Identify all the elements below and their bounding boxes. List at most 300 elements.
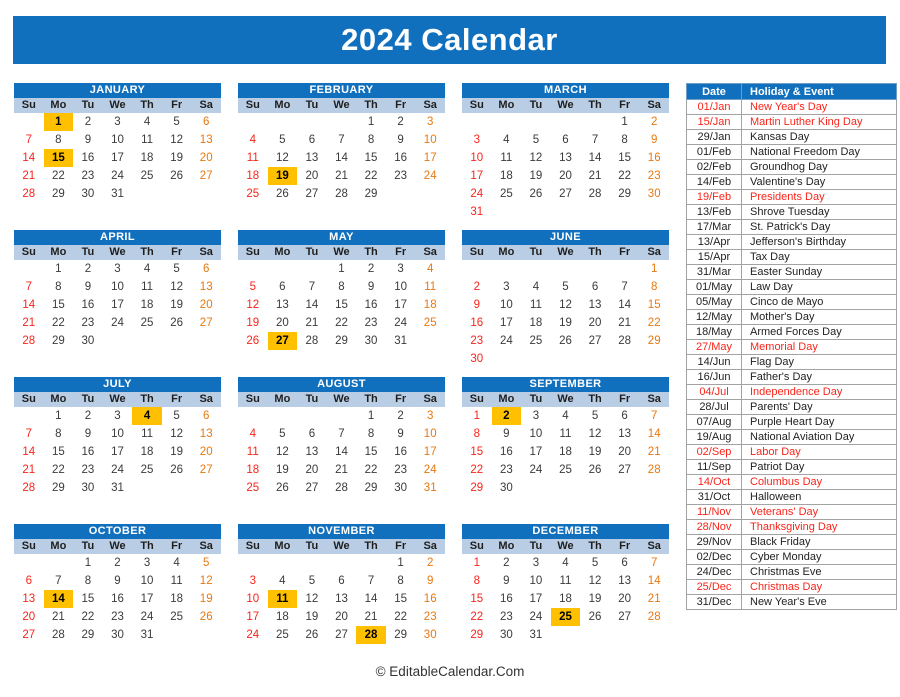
day-cell: 3 — [114, 116, 121, 128]
day-cell: 15 — [364, 152, 378, 164]
day-cell: 9 — [84, 428, 92, 440]
day-cell-empty — [580, 350, 610, 368]
day-cell: 15 — [81, 593, 95, 605]
day-cell: 27 — [559, 188, 572, 200]
holiday-row — [687, 265, 897, 280]
day-cell-empty — [238, 407, 268, 425]
day-cell: 19 — [170, 299, 184, 311]
holiday-table-header-date: Date — [687, 84, 742, 100]
day-cell-empty — [580, 260, 610, 278]
day-cell: 25 — [423, 317, 437, 329]
weekday-label: Th — [140, 393, 154, 405]
day-cell: 6 — [562, 134, 569, 146]
day-cell: 28 — [356, 626, 386, 644]
day-cell: 19 — [305, 611, 319, 623]
weekday-label: Th — [364, 99, 378, 111]
month-days — [462, 554, 669, 644]
day-cell: 30 — [81, 335, 95, 347]
day-cell: 27 — [335, 629, 348, 641]
day-cell: 27 — [618, 464, 632, 476]
day-cell-empty — [610, 479, 640, 497]
day-cell-empty — [327, 554, 357, 572]
day-cell: 11 — [141, 281, 154, 293]
day-cell: 10 — [111, 134, 124, 146]
day-cell: 11 — [246, 446, 259, 458]
weekday-label: Tu — [305, 540, 319, 552]
day-cell: 2 — [397, 410, 404, 422]
day-cell: 21 — [618, 317, 632, 329]
month-block-december — [462, 524, 669, 671]
holiday-date: 14/Feb — [687, 175, 742, 190]
holiday-date: 31/Oct — [687, 490, 742, 505]
day-cell: 23 — [423, 611, 437, 623]
holiday-date: 31/Mar — [687, 265, 742, 280]
month-header: FEBRUARY — [238, 83, 445, 98]
day-cell-empty — [132, 479, 162, 497]
month-header: APRIL — [14, 230, 221, 245]
day-cell: 11 — [559, 428, 572, 440]
month-days — [238, 554, 445, 644]
holiday-date: 18/May — [687, 325, 742, 340]
weekday-label: Sa — [647, 99, 661, 111]
day-cell: 6 — [621, 410, 628, 422]
day-cell: 2 — [84, 410, 92, 422]
weekday-header-row — [14, 392, 221, 407]
day-cell: 26 — [275, 188, 289, 200]
day-cell: 7 — [25, 134, 32, 146]
day-cell-empty — [297, 113, 327, 131]
day-cell: 28 — [51, 629, 65, 641]
day-cell-empty — [415, 185, 445, 203]
day-cell: 20 — [275, 317, 289, 329]
day-cell: 28 — [22, 335, 36, 347]
day-cell: 17 — [394, 299, 408, 311]
day-cell: 6 — [338, 575, 345, 587]
holiday-date: 04/Jul — [687, 385, 742, 400]
day-cell: 14 — [364, 593, 378, 605]
day-cell: 29 — [470, 482, 484, 494]
holiday-row — [687, 325, 897, 340]
day-cell: 6 — [25, 575, 32, 587]
day-cell: 3 — [114, 263, 121, 275]
day-cell: 15 — [470, 446, 484, 458]
weekday-header-row — [462, 539, 669, 554]
holiday-event: Halloween — [742, 490, 897, 505]
day-cell: 18 — [559, 446, 572, 458]
day-cell: 2 — [397, 116, 404, 128]
day-cell: 10 — [470, 152, 484, 164]
weekday-label: Sa — [647, 393, 661, 405]
day-cell: 5 — [591, 557, 599, 569]
day-cell: 13 — [559, 152, 572, 164]
holiday-date: 28/Jul — [687, 400, 742, 415]
day-cell: 26 — [588, 611, 602, 623]
weekday-label: Tu — [305, 246, 319, 258]
day-cell: 8 — [55, 428, 62, 440]
weekday-label: Th — [140, 246, 154, 258]
day-cell: 15 — [618, 152, 632, 164]
holiday-date: 29/Jan — [687, 130, 742, 145]
holiday-row — [687, 430, 897, 445]
holiday-date: 14/Jun — [687, 355, 742, 370]
day-cell: 11 — [141, 134, 154, 146]
day-cell: 23 — [394, 464, 408, 476]
weekday-header-row — [238, 392, 445, 407]
day-cell: 22 — [51, 170, 65, 182]
month-block-january — [14, 83, 221, 230]
month-header: AUGUST — [238, 377, 445, 392]
day-cell: 31 — [111, 482, 124, 494]
day-cell: 7 — [25, 428, 32, 440]
day-cell: 3 — [427, 116, 434, 128]
day-cell: 22 — [51, 464, 65, 476]
holiday-date: 05/May — [687, 295, 742, 310]
weekday-label: We — [333, 393, 350, 405]
day-cell-empty — [297, 407, 327, 425]
day-cell: 20 — [199, 152, 213, 164]
day-cell: 14 — [44, 590, 74, 608]
day-cell: 1 — [84, 557, 92, 569]
day-cell: 16 — [81, 446, 95, 458]
holiday-row — [687, 490, 897, 505]
day-cell: 14 — [22, 446, 36, 458]
day-cell: 7 — [591, 134, 599, 146]
holiday-date: 02/Sep — [687, 445, 742, 460]
day-cell: 29 — [647, 335, 661, 347]
day-cell-empty — [521, 350, 551, 368]
weekday-label: Sa — [199, 246, 213, 258]
day-cell: 10 — [140, 575, 154, 587]
day-cell: 28 — [618, 335, 632, 347]
day-cell: 10 — [529, 575, 543, 587]
day-cell: 8 — [367, 134, 375, 146]
day-cell: 20 — [335, 611, 348, 623]
day-cell: 12 — [588, 428, 602, 440]
month-block-june — [462, 230, 669, 377]
month-block-march — [462, 83, 669, 230]
day-cell: 14 — [647, 428, 661, 440]
day-cell: 23 — [81, 464, 95, 476]
day-cell: 11 — [246, 152, 259, 164]
holiday-row — [687, 565, 897, 580]
holiday-event: St. Patrick's Day — [742, 220, 897, 235]
day-cell: 7 — [621, 281, 628, 293]
day-cell: 15 — [470, 593, 484, 605]
day-cell: 24 — [499, 335, 513, 347]
holiday-event: Kansas Day — [742, 130, 897, 145]
holiday-date: 13/Feb — [687, 205, 742, 220]
holiday-row — [687, 535, 897, 550]
day-cell: 9 — [651, 134, 658, 146]
day-cell: 29 — [335, 335, 348, 347]
day-cell: 4 — [279, 575, 286, 587]
day-cell: 18 — [275, 611, 289, 623]
months-grid — [14, 83, 669, 671]
weekday-label: Tu — [529, 246, 543, 258]
day-cell: 25 — [140, 317, 154, 329]
weekday-label: Mo — [50, 393, 67, 405]
holiday-event: Cyber Monday — [742, 550, 897, 565]
day-cell: 29 — [51, 335, 65, 347]
day-cell: 26 — [559, 335, 572, 347]
day-cell-empty — [639, 626, 669, 644]
weekday-label: We — [557, 540, 574, 552]
day-cell: 24 — [111, 170, 124, 182]
weekday-label: Su — [245, 99, 260, 111]
day-cell: 22 — [81, 611, 95, 623]
day-cell: 17 — [529, 593, 543, 605]
holiday-date: 31/Dec — [687, 595, 742, 610]
day-cell: 6 — [203, 116, 210, 128]
day-cell: 31 — [394, 335, 408, 347]
day-cell: 16 — [111, 593, 124, 605]
holiday-event: New Year's Day — [742, 100, 897, 115]
holiday-event: Columbus Day — [742, 475, 897, 490]
day-cell: 25 — [246, 188, 260, 200]
day-cell: 21 — [22, 317, 36, 329]
day-cell: 10 — [423, 134, 437, 146]
day-cell: 21 — [647, 593, 661, 605]
day-cell-empty — [162, 332, 192, 350]
day-cell: 28 — [22, 482, 36, 494]
holiday-date: 07/Aug — [687, 415, 742, 430]
day-cell: 17 — [499, 317, 513, 329]
day-cell: 4 — [143, 263, 151, 275]
holiday-event: Patriot Day — [742, 460, 897, 475]
day-cell: 1 — [338, 263, 345, 275]
day-cell: 28 — [647, 611, 661, 623]
month-days — [14, 554, 221, 644]
day-cell-empty — [521, 479, 551, 497]
day-cell: 28 — [335, 482, 348, 494]
day-cell: 24 — [423, 170, 437, 182]
day-cell: 5 — [279, 428, 286, 440]
day-cell: 5 — [532, 134, 540, 146]
day-cell: 11 — [500, 152, 513, 164]
holiday-row — [687, 250, 897, 265]
day-cell-empty — [610, 260, 640, 278]
holiday-event: Christmas Day — [742, 580, 897, 595]
day-cell: 12 — [199, 575, 213, 587]
month-block-july — [14, 377, 221, 524]
day-cell: 17 — [529, 446, 543, 458]
day-cell-empty — [610, 203, 640, 221]
holiday-event: Mother's Day — [742, 310, 897, 325]
day-cell-empty — [238, 260, 268, 278]
day-cell: 16 — [394, 152, 408, 164]
day-cell: 9 — [427, 575, 434, 587]
holiday-event: Flag Day — [742, 355, 897, 370]
day-cell: 4 — [132, 407, 162, 425]
holiday-date: 19/Feb — [687, 190, 742, 205]
day-cell: 23 — [111, 611, 124, 623]
holiday-event: Black Friday — [742, 535, 897, 550]
day-cell: 17 — [246, 611, 260, 623]
holiday-row — [687, 550, 897, 565]
day-cell: 15 — [335, 299, 348, 311]
month-days — [14, 260, 221, 350]
weekday-label: Th — [588, 246, 602, 258]
holiday-date: 17/Mar — [687, 220, 742, 235]
day-cell: 10 — [394, 281, 408, 293]
day-cell: 26 — [170, 464, 184, 476]
day-cell: 7 — [25, 281, 32, 293]
day-cell: 13 — [335, 593, 348, 605]
weekday-label: Su — [21, 393, 36, 405]
day-cell: 29 — [51, 482, 65, 494]
day-cell: 20 — [618, 593, 632, 605]
day-cell: 31 — [529, 629, 543, 641]
weekday-label: We — [557, 393, 574, 405]
day-cell: 23 — [81, 170, 95, 182]
day-cell: 21 — [588, 170, 602, 182]
day-cell: 19 — [559, 317, 572, 329]
weekday-label: Su — [469, 393, 484, 405]
day-cell-empty — [162, 479, 192, 497]
weekday-label: Mo — [50, 540, 67, 552]
day-cell: 11 — [141, 428, 154, 440]
day-cell: 29 — [364, 188, 378, 200]
day-cell: 24 — [394, 317, 408, 329]
day-cell: 27 — [305, 188, 319, 200]
day-cell: 1 — [473, 410, 480, 422]
day-cell-empty — [14, 554, 44, 572]
holiday-event: Cinco de Mayo — [742, 295, 897, 310]
day-cell: 20 — [199, 299, 213, 311]
day-cell: 13 — [199, 281, 213, 293]
holiday-row — [687, 280, 897, 295]
weekday-label: Tu — [529, 540, 543, 552]
weekday-label: Mo — [274, 246, 291, 258]
day-cell: 21 — [22, 464, 36, 476]
day-cell: 25 — [275, 629, 289, 641]
weekday-label: Tu — [81, 393, 95, 405]
day-cell-empty — [191, 332, 221, 350]
weekday-label: Mo — [50, 99, 67, 111]
day-cell: 15 — [394, 593, 408, 605]
day-cell-empty — [639, 203, 669, 221]
day-cell: 5 — [173, 410, 180, 422]
day-cell: 15 — [51, 299, 65, 311]
day-cell: 5 — [203, 557, 210, 569]
weekday-label: Tu — [529, 393, 543, 405]
day-cell: 23 — [499, 611, 513, 623]
month-block-april — [14, 230, 221, 377]
day-cell: 1 — [651, 263, 658, 275]
month-days — [462, 260, 669, 368]
day-cell: 2 — [84, 263, 92, 275]
weekday-label: Fr — [395, 540, 407, 552]
weekday-label: Sa — [423, 99, 437, 111]
day-cell: 1 — [44, 113, 74, 131]
day-cell: 19 — [529, 170, 543, 182]
day-cell: 13 — [275, 299, 289, 311]
day-cell: 17 — [423, 446, 437, 458]
day-cell: 14 — [22, 152, 36, 164]
day-cell-empty — [580, 113, 610, 131]
day-cell-empty — [610, 626, 640, 644]
day-cell: 6 — [591, 281, 599, 293]
weekday-label: Mo — [498, 393, 515, 405]
holiday-date: 02/Feb — [687, 160, 742, 175]
day-cell: 9 — [367, 281, 375, 293]
day-cell: 25 — [529, 335, 543, 347]
day-cell: 12 — [275, 152, 289, 164]
holiday-row — [687, 385, 897, 400]
month-days — [462, 113, 669, 221]
weekday-header-row — [238, 245, 445, 260]
day-cell-empty — [14, 407, 44, 425]
day-cell: 7 — [55, 575, 62, 587]
day-cell: 26 — [170, 170, 184, 182]
holiday-row — [687, 355, 897, 370]
weekday-label: We — [109, 540, 126, 552]
day-cell-empty — [327, 407, 357, 425]
day-cell-empty — [268, 260, 298, 278]
holiday-date: 29/Nov — [687, 535, 742, 550]
day-cell: 16 — [499, 446, 513, 458]
weekday-label: Th — [364, 246, 378, 258]
weekday-label: We — [109, 99, 126, 111]
day-cell: 16 — [470, 317, 484, 329]
day-cell: 18 — [499, 170, 513, 182]
day-cell: 14 — [588, 152, 602, 164]
holiday-row — [687, 370, 897, 385]
day-cell: 19 — [588, 446, 602, 458]
footer-credit: © EditableCalendar.Com — [375, 664, 525, 679]
day-cell: 12 — [170, 428, 184, 440]
day-cell: 17 — [423, 152, 437, 164]
holiday-row — [687, 235, 897, 250]
weekday-label: Fr — [619, 99, 631, 111]
day-cell: 26 — [305, 629, 319, 641]
holiday-event: National Aviation Day — [742, 430, 897, 445]
holiday-date: 15/Apr — [687, 250, 742, 265]
day-cell-empty — [191, 185, 221, 203]
day-cell: 26 — [588, 464, 602, 476]
month-days — [238, 113, 445, 203]
day-cell: 23 — [647, 170, 661, 182]
day-cell: 6 — [203, 410, 210, 422]
holiday-event: Armed Forces Day — [742, 325, 897, 340]
day-cell-empty — [610, 350, 640, 368]
weekday-label: Th — [140, 99, 154, 111]
holiday-event: Tax Day — [742, 250, 897, 265]
day-cell: 30 — [470, 353, 484, 365]
day-cell: 14 — [618, 299, 632, 311]
day-cell: 11 — [559, 575, 572, 587]
holiday-date: 13/Apr — [687, 235, 742, 250]
holiday-date: 02/Dec — [687, 550, 742, 565]
day-cell: 1 — [55, 410, 62, 422]
holiday-date: 01/Feb — [687, 145, 742, 160]
day-cell: 27 — [199, 317, 213, 329]
weekday-label: Su — [469, 540, 484, 552]
day-cell-empty — [132, 332, 162, 350]
day-cell: 4 — [427, 263, 434, 275]
holiday-row — [687, 415, 897, 430]
day-cell: 30 — [81, 482, 95, 494]
weekday-label: We — [333, 99, 350, 111]
weekday-label: Fr — [395, 393, 407, 405]
month-header: NOVEMBER — [238, 524, 445, 539]
day-cell: 25 — [140, 170, 154, 182]
day-cell: 24 — [111, 464, 124, 476]
day-cell: 19 — [268, 167, 298, 185]
day-cell: 31 — [423, 482, 437, 494]
weekday-label: Fr — [395, 99, 407, 111]
month-block-may — [238, 230, 445, 377]
